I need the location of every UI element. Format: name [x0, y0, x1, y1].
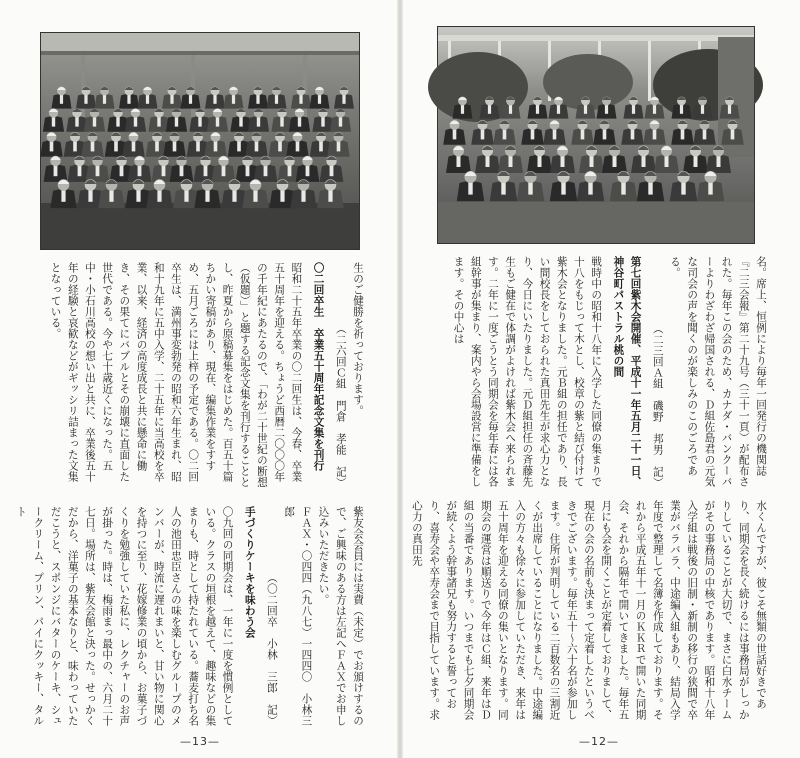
- article-signature-02kai: （〇二回卒 小林 三郎 記）: [265, 572, 278, 726]
- left-upper-text: [30, 262, 366, 488]
- reunion-photo-indoor: [40, 32, 360, 250]
- intro-signature-right: （二三回Ａ組 磯野 邦男 記）: [651, 323, 664, 488]
- right-upper-text: [433, 256, 769, 488]
- page-number-right: —12—: [579, 735, 619, 748]
- group-photo-image: [41, 33, 359, 249]
- garden-group-photo-image: [438, 27, 754, 243]
- article-body-shimokukai-continued: 水くんですが、彼こそ無類の世話好きであり、同期会を長く続けるには事務局がしっかりしていることが大切で、まさに白水チームがその事務局の中核であります。昭和十八年入学組は戦後の旧制・新制の移行の狭間で卒業がバラバラ、中途編入組もあり、結局入学年度で整理して名簿を作成しております。それから平成五年十一月のＫＫＲで開いた同期会、それから隔年で開いてきました。毎年五月にも会を開くことが定着しておりまして、現在の会の名前も決まって定着したというべきでございます。毎年五十～六十名が参加します。住所が判明している二百数名の三割近くが出席していることになりました。中途編入の方々も徐々に参加していただき、来年は五十周年を迎える同僚の集いとなります。同期会の運営は順送りで今年はＣ組、来年はＤ組の当番であります。いつまでも七夕同期会が続くよう幹事諸兄も努力すると誓っており、喜寿会や卒寿会まで目指しています。求心力の真田先: [410, 500, 767, 720]
- page-number-left: —13—: [180, 735, 220, 748]
- left-lower-text: [15, 506, 366, 726]
- article-body-shimokukai: 戦時中の昭和十八年に入学した同僚の集まりで十八をもじって木とし、校章の紫と結び付けて紫木会となりました。元Ｂ組の担任であり、長い間校長をしておられた真田先生が求心力となり、今日にいたりました。元Ｄ組担任の斉藤先生もご健在で体調がよければ紫木会へ来られます。二年に一度ごうとう同期会を毎年春には各組幹事が集まり、案内やら会場設営に準備をします。その中心は: [452, 256, 603, 487]
- article-body-cake: 〇九回の同期会は、一年に一度を慣例としている。クラスの垣根を越えて、趣味などの集まりも、時として持たれている。蕎麦打ち名人の池田忠臣さんの味を楽しむグループのメンバーが、時流に遅れまいと、甘い物に関心を持つに至り、花嫁修業の頃から、お菓子づくりを勉強していた私に、レクチャーのお声が掛った。時は、梅雨まっ最中の、六月二十七日。場所は、紫友会館と決った。せっかくだから、洋菓子の基本なりと、味わっていただこうと、スポンジにバターのケーキ、シュークリーム、プリン、パイにクッキー、タルト: [15, 506, 234, 726]
- article-body-02kai: 昭和二十五年卒業の〇二回生は、今春、卒業五十周年を迎える。ちょうど西暦二〇〇〇年の千年紀にあたるので、「わが二十世紀の断想（仮題）」と題する記念文集を刊行することとし、昨夏から原稿募集をはじめた。百五十篇ちかい寄稿があり、現在、編集作業をすすめ、五月ごろには上梓の予定である。〇二回卒生は、満州事変勃発の昭和六年生まれ、昭和十九年に五中入学、二十五年に当高校を卒業、以来、経済の高度成長と共に懸命に働き、その果てにバブルとその崩壊に直面した世代である。今や七十歳近くになった。五中・小石川高校の想い出と共に、卒業後五十年の経験と哀歓などがギッシリ詰まった文集となっている。: [49, 262, 303, 488]
- order-text: 紫友会会員には実費（未定）でお頒けするので、ご興味のある方は左記へＦＡＸでお申し込みいただきたい。: [317, 506, 364, 726]
- article-heading-02kai: 〇二回卒生 卒業五十周年記念文集を刊行: [312, 262, 325, 471]
- fax-line: ＦＡＸ・〇四四（九八七）一四四〇 小林三郎: [283, 506, 313, 726]
- right-page: [403, 0, 800, 758]
- article-heading-shimokukai: 第七回紫木会開催、平成十一年五月二十一日、神谷町パストラル桃の間: [612, 256, 642, 487]
- intro-tail: 生のご健勝を祈っております。: [352, 262, 364, 416]
- intro-paragraph: 名。席上、恒例により毎年一回発行の機関誌『二三会報』第二十九号（三十一頁）が配布された。毎年この会のため、カナダ・バンクーバーよりわざわざ帰国される、Ｄ組佐島君の元気な司会の声を聞くのが楽しみのこのごろである。: [668, 256, 767, 487]
- right-lower-text: [410, 500, 769, 726]
- left-page: [0, 0, 397, 758]
- reunion-photo-garden: [437, 26, 755, 244]
- intro-signature: （二六回Ｃ組 門倉 孝能 記）: [334, 323, 347, 488]
- article-heading-cake: 手づくりケーキを味わう会: [243, 506, 256, 638]
